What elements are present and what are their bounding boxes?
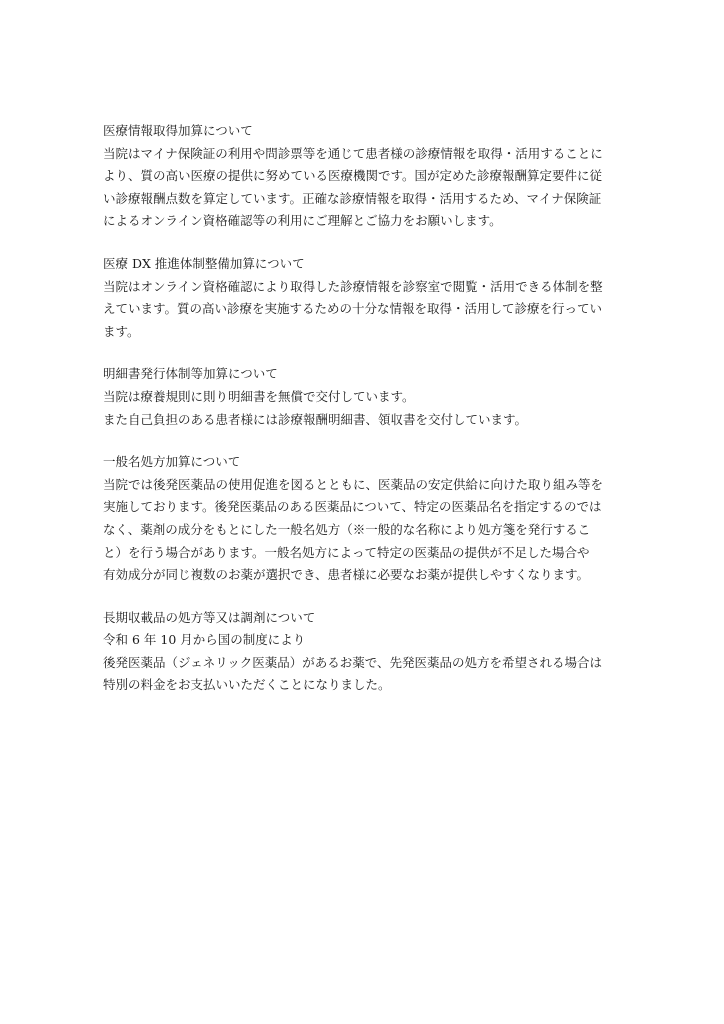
body-line: えています。質の高い診療を実施するための十分な情報を取得・活用して診療を行ってい [103, 301, 603, 317]
body-line: によるオンライン資格確認等の利用にご理解とご協力をお願いします。 [103, 213, 502, 229]
body-line: ます。 [103, 323, 140, 339]
body-line: また自己負担のある患者様には診療報酬明細書、領収書を交付しています。 [103, 411, 528, 427]
section-itemized-statement [103, 363, 623, 431]
body-line: 有効成分が同じ複数のお薬が選択でき、患者様に必要なお薬が提供しやすくなります。 [103, 567, 590, 583]
body-line: 特別の料金をお支払いいただくことになりました。 [103, 677, 391, 693]
section-medical-info-acquisition [103, 120, 623, 233]
section-heading: 長期収載品の処方等又は調剤について [103, 609, 316, 625]
body-line: と）を行う場合があります。一般名処方によって特定の医薬品の提供が不足した場合や [103, 544, 590, 560]
section-heading: 一般名処方加算について [103, 454, 241, 470]
section-long-listed-drugs [103, 607, 623, 697]
body-line: い診療報酬点数を算定しています。正確な診療情報を取得・活用するため、マイナ保険証 [103, 190, 602, 206]
section-heading: 明細書発行体制等加算について [103, 366, 278, 382]
body-line: より、質の高い医療の提供に努めている医療機関です。国が定めた診療報酬算定要件に従 [103, 168, 603, 184]
body-line: 令和 6 年 10 月から国の制度により [103, 632, 306, 648]
document-page [103, 120, 623, 717]
body-line: なく、薬剤の成分をもとにした一般名処方（※一般的な名称により処方箋を発行するこ [103, 521, 591, 537]
section-heading: 医療情報取得加算について [103, 123, 253, 138]
body-line: 当院はマイナ保険証の利用や問診票等を通じて患者様の診療情報を取得・活用することに [103, 145, 603, 161]
body-line: 当院では後発医薬品の使用促進を図るとともに、医薬品の安定供給に向けた取り組み等を [103, 476, 604, 492]
section-generic-prescription [103, 451, 623, 587]
body-line: 当院は療養規則に則り明細書を無償で交付しています。 [103, 388, 415, 404]
body-line: 実施しております。後発医薬品のある医薬品について、特定の医薬品名を指定するのでは [103, 499, 602, 515]
body-line: 当院はオンライン資格確認により取得した診療情報を診察室で閲覧・活用できる体制を整 [103, 278, 603, 294]
section-medical-dx [103, 253, 623, 343]
section-heading: 医療 DX 推進体制整備加算について [103, 255, 305, 271]
body-line: 後発医薬品（ジェネリック医薬品）があるお薬で、先発医薬品の処方を希望される場合は [103, 654, 603, 670]
